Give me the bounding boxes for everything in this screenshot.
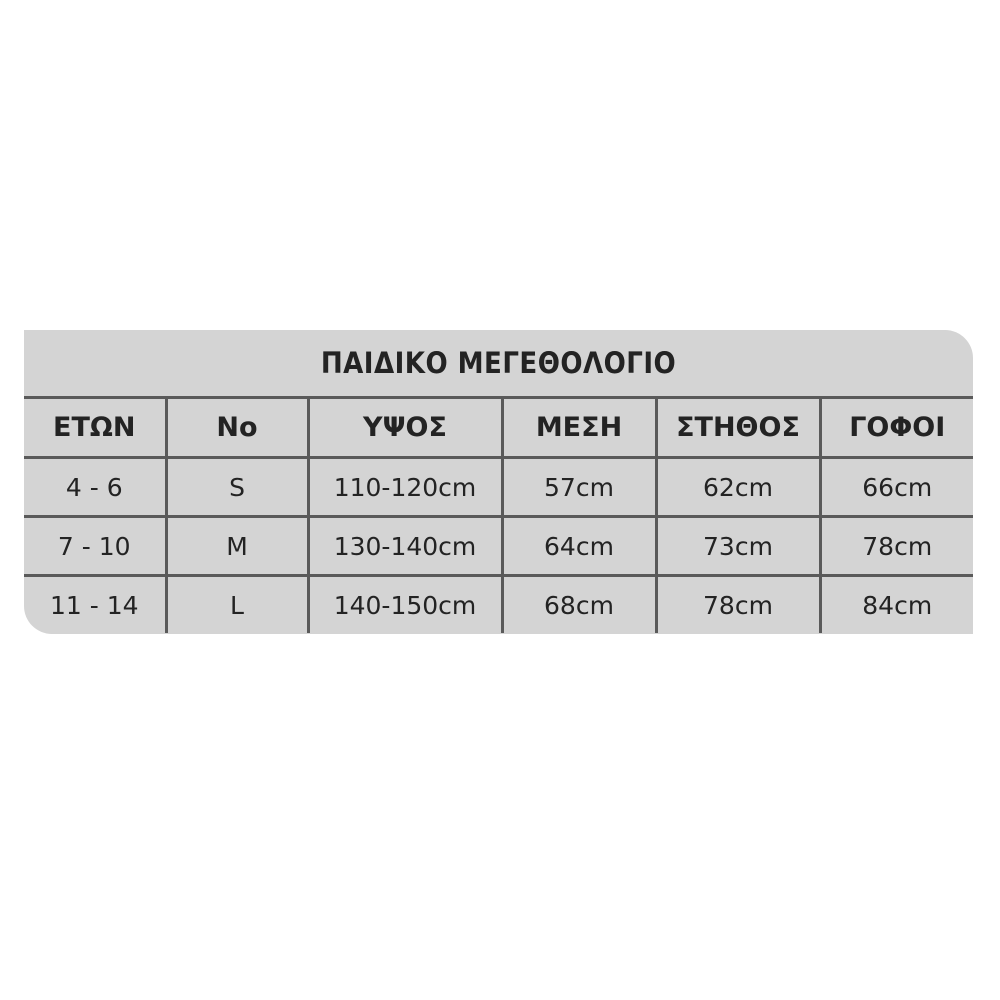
- cell-waist: 57cm: [502, 458, 656, 517]
- chart-title: ΠΑΙΔΙΚΟ ΜΕΓΕΘΟΛΟΓΙΟ: [320, 346, 677, 380]
- cell-hips: 78cm: [820, 517, 973, 576]
- header-hips: ΓΟΦΟΙ: [820, 398, 973, 458]
- cell-size-no: S: [166, 458, 308, 517]
- header-height: ΥΨΟΣ: [308, 398, 502, 458]
- cell-years: 11 - 14: [24, 576, 166, 634]
- cell-hips: 66cm: [820, 458, 973, 517]
- cell-height: 110-120cm: [308, 458, 502, 517]
- cell-chest: 62cm: [656, 458, 820, 517]
- cell-chest: 73cm: [656, 517, 820, 576]
- table-row: [24, 517, 973, 576]
- header-size-no: No: [166, 398, 308, 458]
- cell-waist: 64cm: [502, 517, 656, 576]
- cell-waist: 68cm: [502, 576, 656, 634]
- table-row: [24, 576, 973, 634]
- table-row: [24, 458, 973, 517]
- header-chest: ΣΤΗΘΟΣ: [656, 398, 820, 458]
- cell-hips: 84cm: [820, 576, 973, 634]
- cell-height: 140-150cm: [308, 576, 502, 634]
- cell-years: 7 - 10: [24, 517, 166, 576]
- table-header-row: [24, 398, 973, 458]
- cell-size-no: L: [166, 576, 308, 634]
- cell-size-no: M: [166, 517, 308, 576]
- size-table: [24, 396, 973, 633]
- size-chart-panel: [24, 330, 973, 634]
- header-waist: ΜΕΣΗ: [502, 398, 656, 458]
- header-years: ΕΤΩΝ: [24, 398, 166, 458]
- cell-height: 130-140cm: [308, 517, 502, 576]
- cell-chest: 78cm: [656, 576, 820, 634]
- cell-years: 4 - 6: [24, 458, 166, 517]
